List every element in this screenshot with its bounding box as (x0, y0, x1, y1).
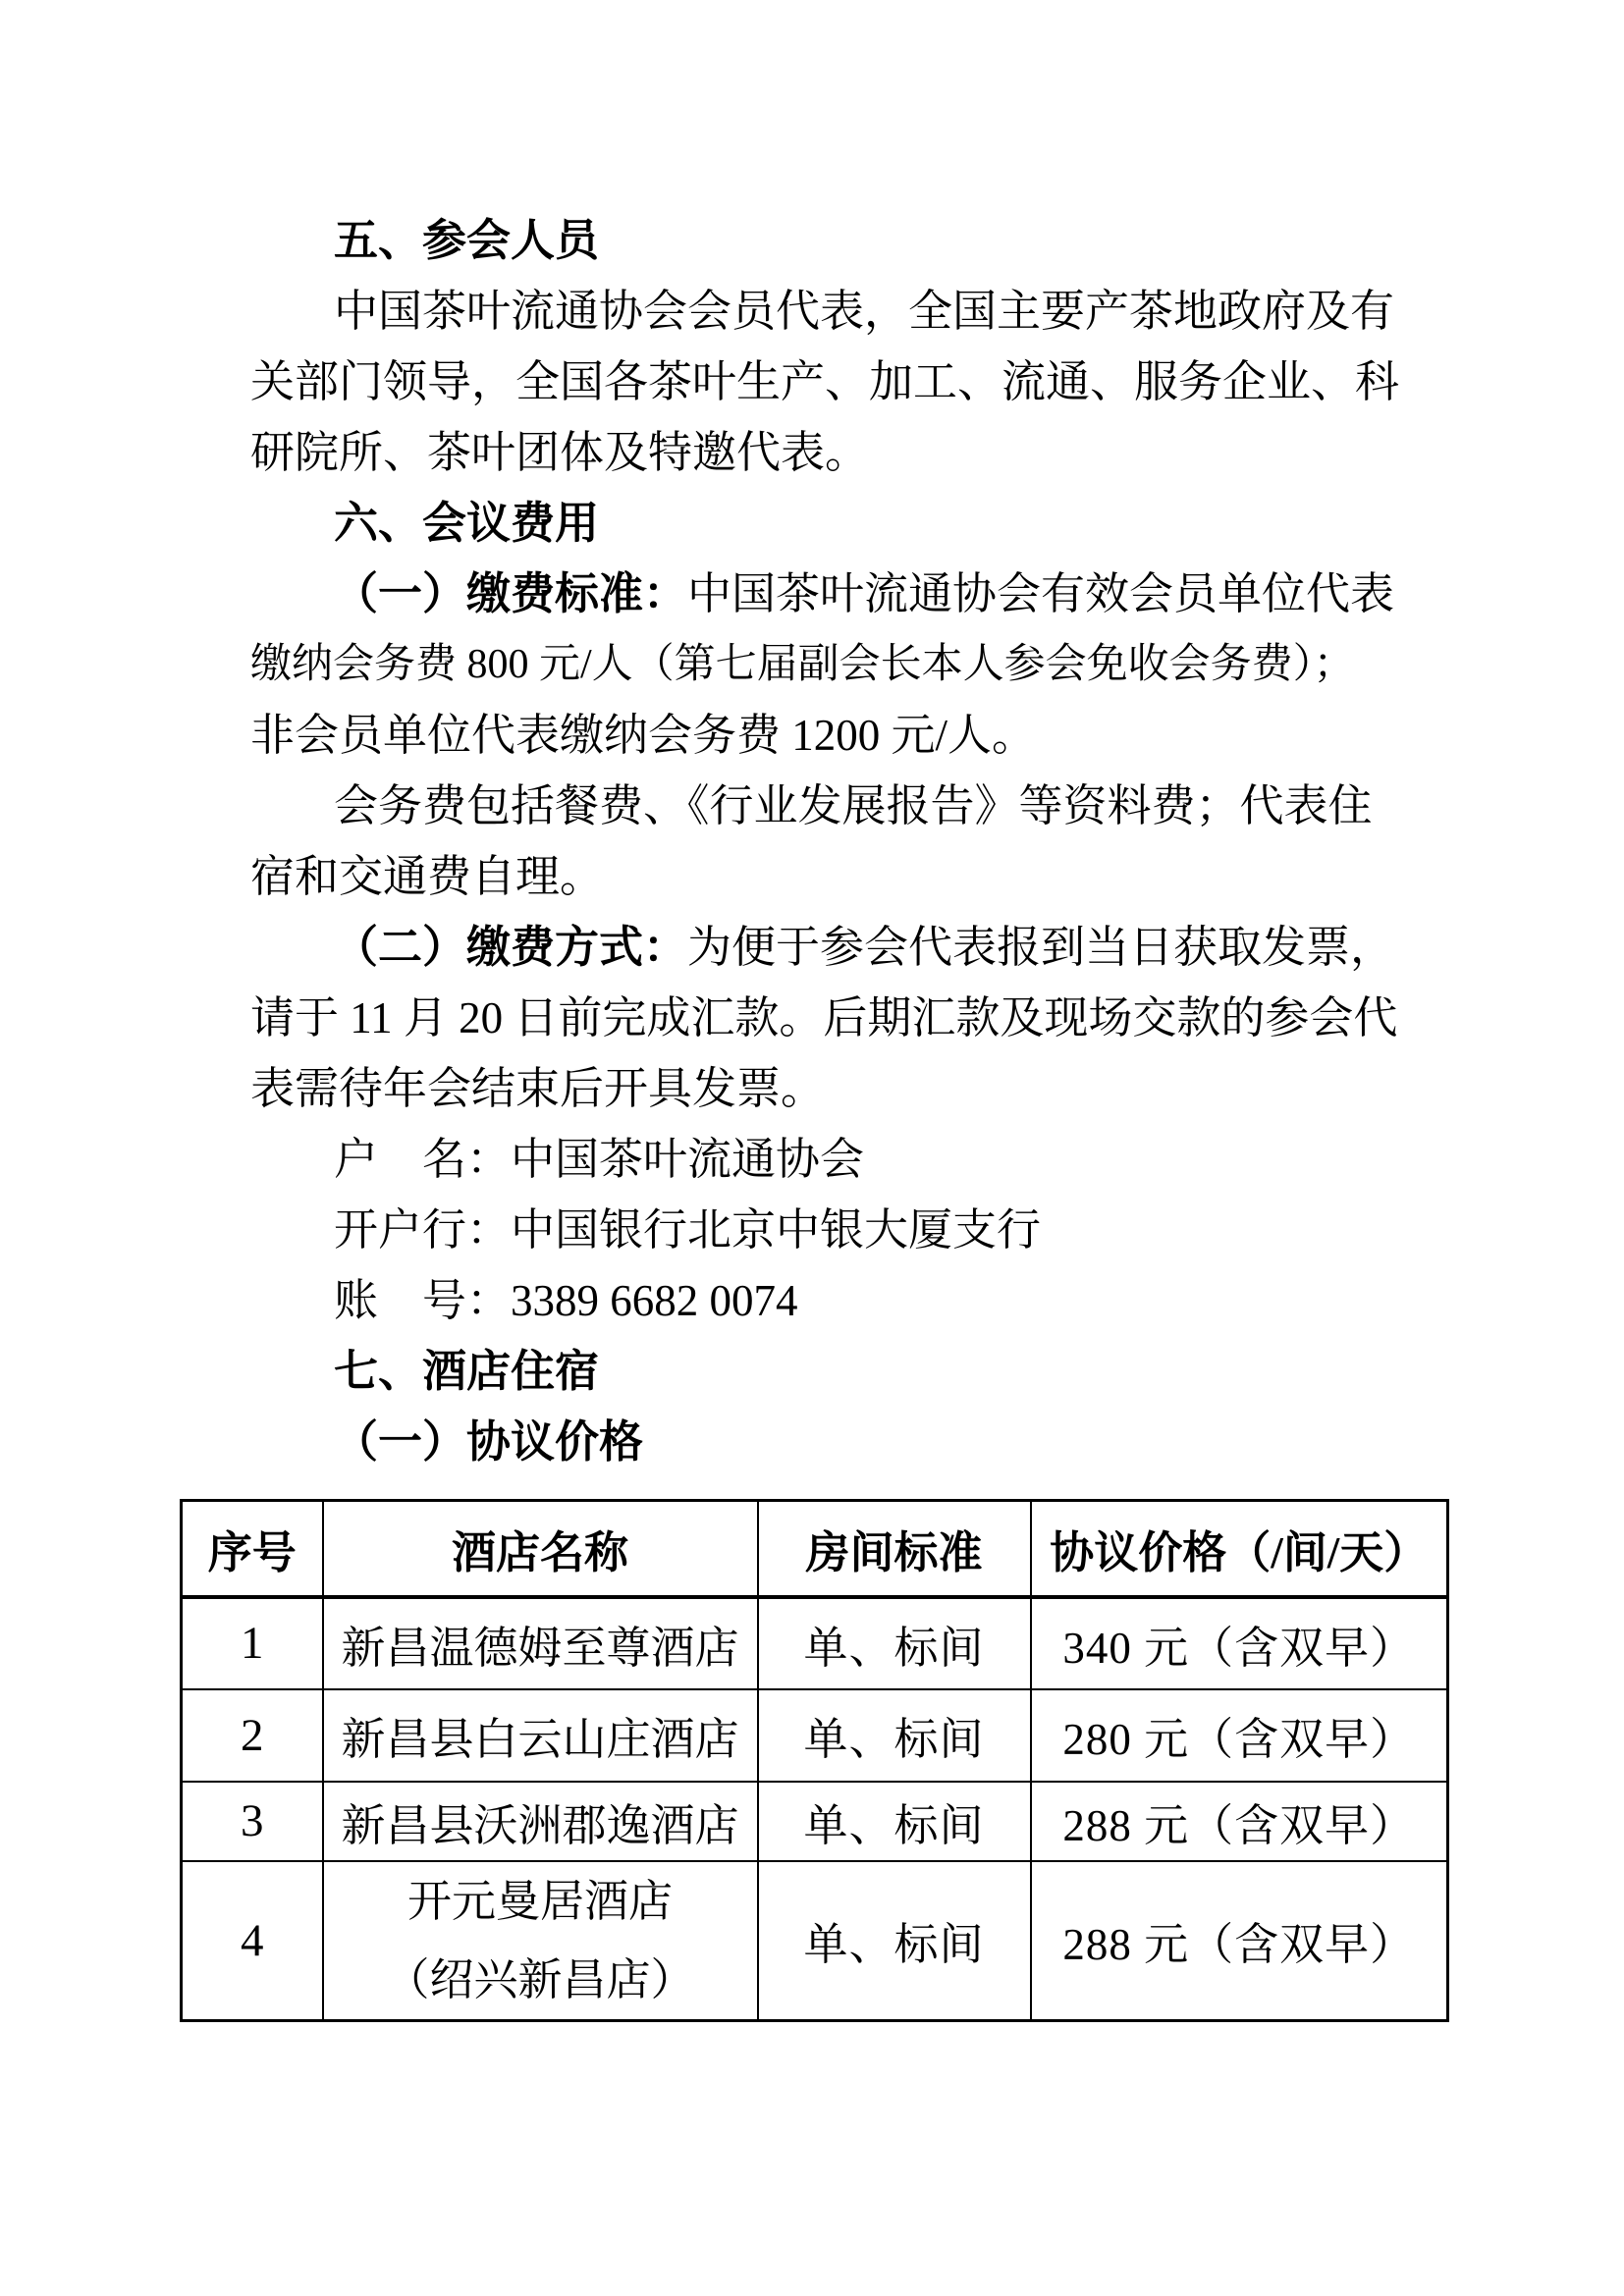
room-standard: 单、标间 (758, 1597, 1031, 1689)
paragraph-line: 研院所、茶叶团体及特邀代表。 (250, 428, 870, 477)
table-row (182, 1861, 1448, 2021)
hotel-name: 开元曼居酒店 （绍兴新昌店） (323, 1861, 758, 2021)
row-no: 4 (182, 1861, 323, 2021)
col-header-hotel: 酒店名称 (323, 1501, 758, 1597)
document-body (250, 205, 1405, 1477)
heading-text: （一）协议价格 (334, 1417, 644, 1467)
section-heading-6 (250, 488, 1405, 559)
subsection-heading (250, 1407, 1405, 1477)
heading-text: 五、参会人员 (334, 216, 600, 265)
room-standard: 单、标间 (758, 1689, 1031, 1782)
paragraph-line: 会务费包括餐费、《行业发展报告》等资料费；代表住 (334, 781, 1373, 830)
inline-bold-label: （一）缴费标准： (334, 569, 688, 618)
paragraph-line: 中国茶叶流通协会会员代表，全国主要产茶地政府及有 (334, 287, 1395, 336)
row-no: 1 (182, 1597, 323, 1689)
section-heading-5 (250, 205, 1405, 276)
price: 340 元（含双早） (1031, 1597, 1448, 1689)
paragraph-line: 表需待年会结束后开具发票。 (250, 1064, 826, 1113)
price: 288 元（含双早） (1031, 1861, 1448, 2021)
paragraph-line: （一）缴费标准：中国茶叶流通协会有效会员单位代表 (334, 569, 1395, 618)
paragraph-line: 关部门领导，全国各茶叶生产、加工、流通、服务企业、科 (250, 357, 1400, 406)
table-row (182, 1689, 1448, 1782)
row-no: 3 (182, 1782, 323, 1861)
account-name-line: 户 名：中国茶叶流通协会 (334, 1135, 865, 1184)
bank-branch-line: 开户行：中国银行北京中银大厦支行 (334, 1205, 1042, 1255)
heading-text: 六、会议费用 (334, 499, 600, 548)
paragraph-line: （二）缴费方式：为便于参会代表报到当日获取发票， (334, 923, 1395, 972)
hotel-price-table (180, 1499, 1449, 2022)
hotel-name: 新昌县沃洲郡逸酒店 (323, 1782, 758, 1861)
hotel-name: 新昌县白云山庄酒店 (323, 1689, 758, 1782)
heading-text: 七、酒店住宿 (334, 1347, 600, 1396)
table-header-row (182, 1501, 1448, 1597)
table-row (182, 1782, 1448, 1861)
table-row (182, 1597, 1448, 1689)
paragraph-line: 宿和交通费自理。 (250, 852, 605, 901)
section-heading-7 (250, 1336, 1405, 1407)
col-header-price: 协议价格（/间/天） (1031, 1501, 1448, 1597)
paragraph-line: 请于 11 月 20 日前完成汇款。后期汇款及现场交款的参会代 (250, 993, 1398, 1042)
hotel-name: 新昌温德姆至尊酒店 (323, 1597, 758, 1689)
paragraph-line: 缴纳会务费 800 元/人（第七届副会长本人参会免收会务费）； (250, 642, 1355, 687)
room-standard: 单、标间 (758, 1861, 1031, 2021)
room-standard: 单、标间 (758, 1782, 1031, 1861)
col-header-room: 房间标准 (758, 1501, 1031, 1597)
price: 288 元（含双早） (1031, 1782, 1448, 1861)
row-no: 2 (182, 1689, 323, 1782)
account-number-line: 账 号：3389 6682 0074 (334, 1276, 798, 1325)
price: 280 元（含双早） (1031, 1689, 1448, 1782)
paragraph-line: 非会员单位代表缴纳会务费 1200 元/人。 (250, 711, 1037, 760)
inline-bold-label: （二）缴费方式： (334, 923, 688, 972)
col-header-no: 序号 (182, 1501, 323, 1597)
